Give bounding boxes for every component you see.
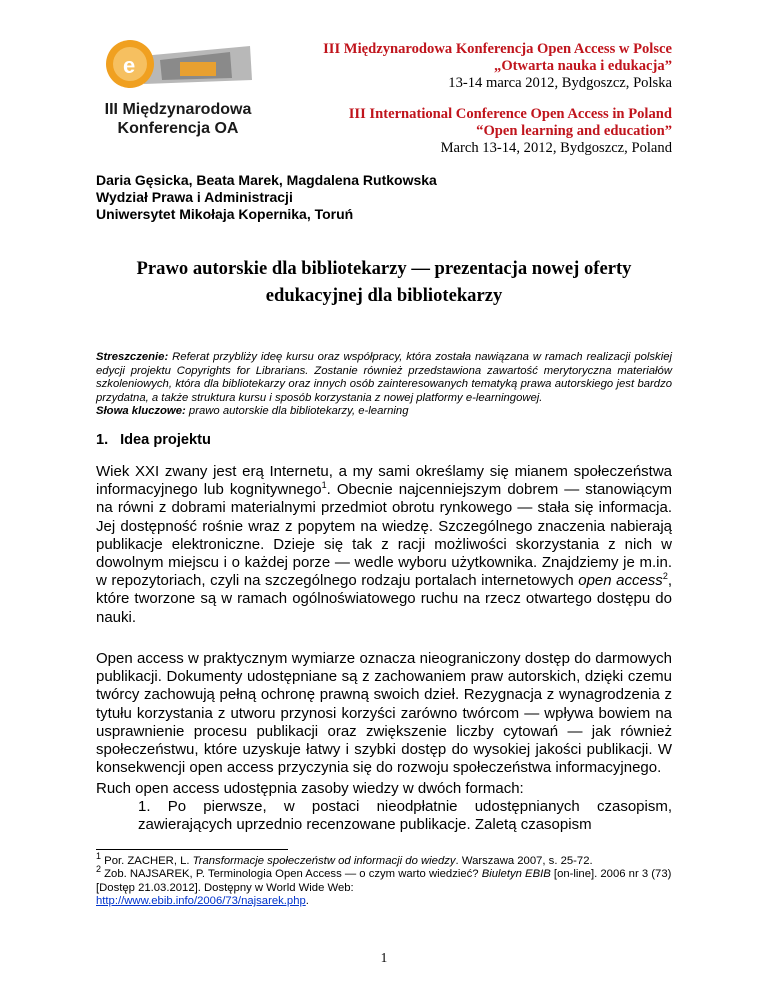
conference-date-pl: 13-14 marca 2012, Bydgoszcz, Polska [448,75,672,91]
conference-name-pl: III Międzynarodowa Konferencja Open Access w Polsce [323,41,672,57]
paragraph-3-intro: Ruch open access udostępnia zasoby wiedzy w dwóch formach: [96,780,524,797]
footnote-2-end: . [305,895,309,908]
paragraph-1-part-c: , które tworzone są w ramach ogólnoświatowego ruchu na rzecz otwartego dostępu do nauki. [96,572,672,626]
logo-caption-line2: Konferencja OA [117,120,239,137]
footnote-2-part-a: Zob. NAJSAREK, P. Terminologia Open Access — o czym warto wiedzieć? [101,868,482,881]
paragraph-1 [96,463,672,627]
footnote-separator [96,849,288,850]
conference-motto-pl: „Otwarta nauka i edukacja” [494,58,672,74]
logo-shape-accent [180,62,216,76]
list-item-1: 1. Po pierwsze, w postaci nieodpłatnie udostępnianych czasopism, zawierających uprzednio recenzowane publikacje. Zaletą czasopism [138,798,672,834]
abstract-text: Referat przybliży ideę kursu oraz współpracy, która została nawiązana w ramach realizacji polskiej edycji projektu Copyrights for Librarians. Zostanie również przedstawiona zawartość merytoryczna materiałów szkoleniowych, która dla bibliotekarzy oraz innych osób zainteresowanych tematyką prawa autorskiego jest bardzo przydatna, a także struktura kursu i sposób korzystania z nowej platformy e-learningowej. [96,351,672,404]
section-number: 1. [96,432,109,448]
logo-caption [80,100,276,138]
logo-e-mark: e [123,53,136,78]
conference-date-en: March 13-14, 2012, Bydgoszcz, Poland [440,140,672,156]
footnote-2-journal: Biuletyn EBIB [481,868,551,881]
footnote-1-part-b: . Warszawa 2007, s. 25-72. [455,855,593,867]
footnote-ref-2[interactable]: 2 [662,571,668,582]
keywords-label: Słowa kluczowe: [96,405,186,418]
conference-header-en [349,106,672,157]
paragraph-2: Open access w praktycznym wymiarze oznacza nieograniczony dostęp do darmowych publikacji. Dokumenty udostępniane są z zachowaniem praw autorskich, dzięki czemu twórcy zachowują pełną ochronę prawną swoich dzieł. Rezygnacja z wynagrodzenia z tytułu korzystania z utworu przynosi korzyści zarówno twórcom — wpływa bowiem na usprawnienie procesu publikacji oraz zwiększenie liczby cytowań — jak również społeczeństwu, które uzyskuje łatwy i szybki dostęp do wysokiej jakości publikacji. W konsekwencji open access przyczynia się do rozwoju społeczeństwa informacyjnego. [96,650,672,777]
paragraph-1-part-b: . Obecnie najcenniejszym dobrem — stanowiącym na równi z dobrami materialnymi przedmiot obrotu rynkowego — stała się informacja. Jej dostępność rośnie wraz z popytem na wiedzę. Szczególnego znaczenia nabierają publikacje elektroniczne. Dzieje się tak z racji możliwości skorzystania z nich w dowolnym miejscu i o każdej porze — wedle wyboru użytkownika. Znajdziemy je m.in. w repozytoriach, czyli na szczególnego rodzaju portalach internetowych [96,481,672,590]
keywords-text: prawo autorskie dla bibliotekarzy, e-learning [188,405,409,418]
abstract [96,351,672,419]
paragraph-3 [96,780,672,835]
footnote-2-part-b: [on-line]. 2006 nr 3 (73) [Dostęp 21.03.2012]. Dostępny w World Wide Web: [96,868,672,894]
author-names: Daria Gęsicka, Beata Marek, Magdalena Rutkowska [96,172,437,188]
conference-name-en: III International Conference Open Access in Poland [348,106,672,122]
author-university: Uniwersytet Mikołaja Kopernika, Toruń [96,206,354,222]
paragraph-1-part-a: Wiek XXI zwany jest erą Internetu, a my sami określamy się mianem społeczeństwa informacyjnego lub kognitywnego [96,463,672,499]
conference-motto-en: “Open learning and education” [476,123,672,139]
footnote-1-part-a: Por. ZACHER, L. [101,855,193,867]
logo-caption-line1: III Międzynarodowa [104,101,252,118]
footnote-1-number: 1 [96,851,102,862]
author-block [96,172,437,223]
paper-title [96,255,672,309]
conference-header-pl [323,41,672,92]
footnote-2-number: 2 [96,864,102,875]
author-department: Wydział Prawa i Administracji [96,189,293,205]
section-heading [96,432,211,448]
page-number: 1 [380,950,388,965]
paragraph-1-term: open access [578,572,663,590]
footnote-2 [96,864,672,908]
footnote-2-link[interactable]: http://www.ebib.info/2006/73/najsarek.php [96,895,306,908]
section-title: Idea projektu [120,432,211,448]
footnotes [96,851,672,909]
footnote-1-title: Transformacje społeczeństw od informacji do wiedzy [192,855,456,867]
paper-title-line1: Prawo autorskie dla bibliotekarzy — prezentacja nowej oferty [136,258,632,279]
footnote-ref-1[interactable]: 1 [321,480,327,491]
footnote-1 [96,851,672,868]
paper-title-line2: edukacyjnej dla bibliotekarzy [265,285,503,306]
abstract-label: Streszczenie: [96,351,169,363]
